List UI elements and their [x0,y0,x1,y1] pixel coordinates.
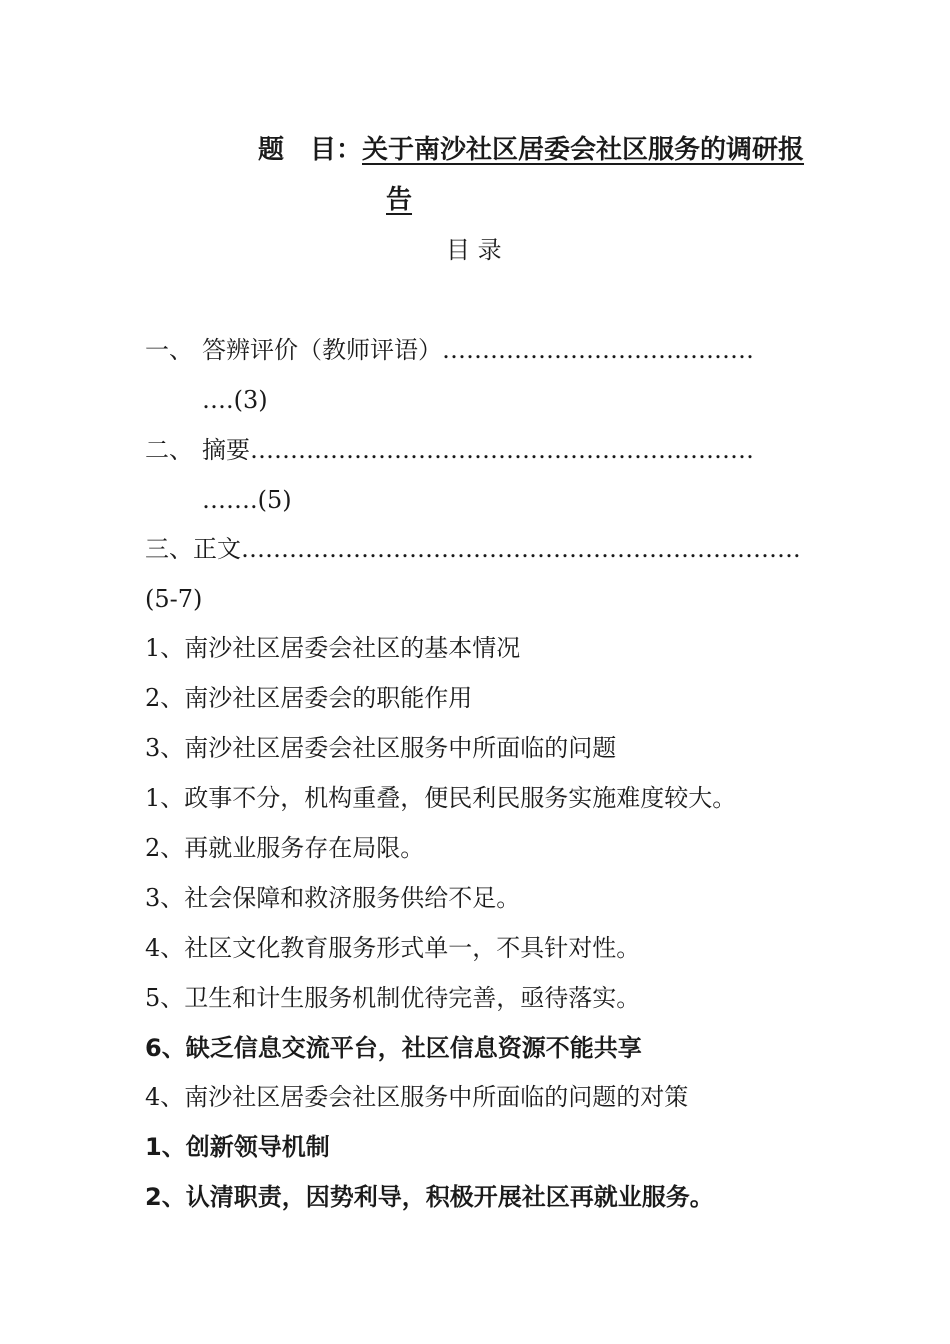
toc-item-3-text: 三、正文……………………………………………………………. [145,535,801,563]
toc-heading: 目 录 [446,236,502,264]
toc-line: 6、缺乏信息交流平台，社区信息资源不能共享 [145,1034,642,1062]
toc-line: 3、南沙社区居委会社区服务中所面临的问题 [145,734,617,762]
toc-line: 1、创新领导机制 [145,1133,330,1161]
toc-line: 5、卫生和计生服务机制优待完善，亟待落实。 [145,984,641,1012]
toc-item-2-text: 摘要……………………………………………………… [202,436,754,464]
toc-item-2-page: …….(5) [202,486,292,514]
title-label: 题 目： [258,135,363,165]
toc-line: 1、南沙社区居委会社区的基本情况 [145,634,521,662]
title-text-line2: 告 [386,185,413,215]
toc-line: 2、再就业服务存在局限。 [145,834,425,862]
toc-line: 4、南沙社区居委会社区服务中所面临的问题的对策 [145,1083,689,1111]
toc-item-1-page: ….(3) [202,386,268,414]
toc-item-2-marker: 二、 [145,436,193,464]
toc-item-1-marker: 一、 [145,336,193,364]
toc-line: 3、社会保障和救济服务供给不足。 [145,884,521,912]
toc-line: 1、政事不分，机构重叠，便民利民服务实施难度较大。 [145,784,737,812]
toc-line: 2、认清职责，因势利导，积极开展社区再就业服务。 [145,1183,714,1211]
toc-line: 2、南沙社区居委会的职能作用 [145,684,473,712]
title-text-line1: 关于南沙社区居委会社区服务的调研报 [362,135,805,165]
toc-item-1-text: 答辨评价（教师评语）………………………………… [202,336,754,364]
toc-line: 4、社区文化教育服务形式单一，不具针对性。 [145,934,641,962]
toc-item-3-page: (5-7) [145,585,203,613]
